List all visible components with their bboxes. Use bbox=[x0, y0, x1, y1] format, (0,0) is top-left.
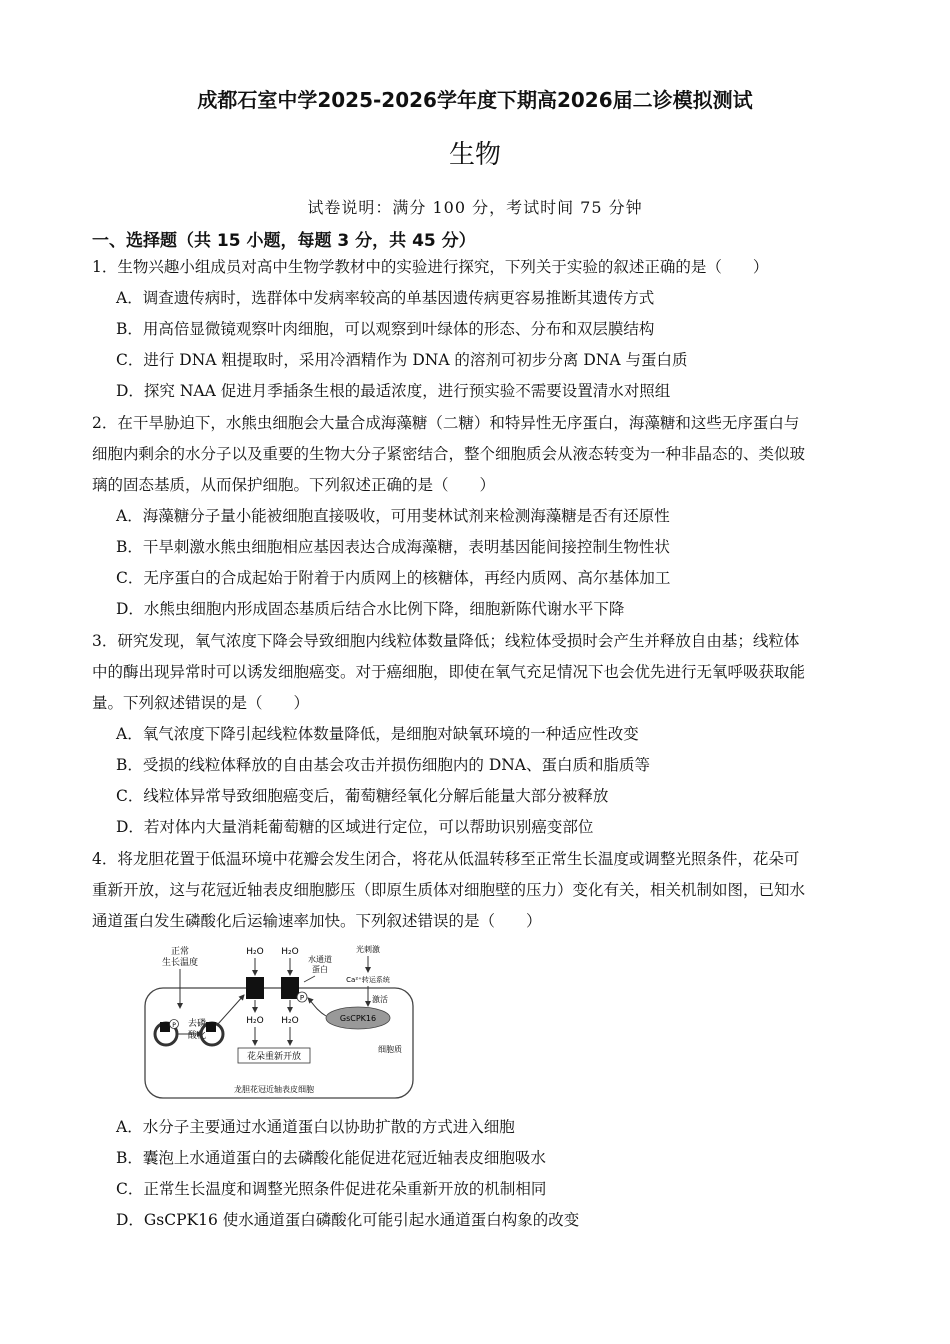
question-2 bbox=[92, 408, 862, 625]
option-a: A．氧气浓度下降引起线粒体数量降低，是细胞对缺氧环境的一种适应性改变 bbox=[116, 725, 639, 743]
question-stem: 3．研究发现，氧气浓度下降会导致细胞内线粒体数量降低；线粒体受损时会产生并释放自由基；线粒体 bbox=[92, 632, 800, 650]
cell-label: 龙胆花冠近轴表皮细胞 bbox=[234, 1085, 314, 1094]
light-label: 光刺激 bbox=[356, 945, 380, 954]
option-a: A．调查遗传病时，选群体中发病率较高的单基因遗传病更容易推断其遗传方式 bbox=[116, 289, 655, 307]
subject-title: 生物 bbox=[448, 140, 501, 170]
option-a: A．水分子主要通过水通道蛋白以协助扩散的方式进入细胞 bbox=[116, 1118, 515, 1136]
question-4-options bbox=[92, 1112, 862, 1236]
activate-label: 激活 bbox=[372, 995, 388, 1004]
cytoplasm-label: 细胞质 bbox=[378, 1045, 402, 1054]
h2o-label: H₂O bbox=[281, 947, 299, 957]
option-a: A．海藻糖分子量小能被细胞直接吸收，可用斐林试剂来检测海藻糖是否有还原性 bbox=[116, 507, 670, 525]
option-c: C．无序蛋白的合成起始于附着于内质网上的核糖体，再经内质网、高尔基体加工 bbox=[116, 569, 671, 587]
option-d: D．水熊虫细胞内形成固态基质后结合水比例下降，细胞新陈代谢水平下降 bbox=[116, 600, 625, 618]
question-stem: 细胞内剩余的水分子以及重要的生物大分子紧密结合，整个细胞质会从液态转变为一种非晶态的、类似玻 bbox=[92, 445, 806, 463]
question-stem: 中的酶出现异常时可以诱发细胞癌变。对于癌细胞，即使在氧气充足情况下也会优先进行无氧呼吸获取能 bbox=[92, 663, 806, 681]
kinase-label: GsCPK16 bbox=[339, 1014, 377, 1023]
h2o-label: H₂O bbox=[281, 1016, 299, 1026]
question-3 bbox=[92, 626, 862, 843]
question-stem: 重新开放，这与花冠近轴表皮细胞膨压（即原生质体对细胞壁的压力）变化有关，相关机制如图，已知水 bbox=[92, 881, 806, 899]
h2o-label: H₂O bbox=[246, 947, 264, 957]
section-heading: 一、选择题（共 15 小题，每题 3 分，共 45 分） bbox=[92, 231, 476, 251]
option-c: C．进行 DNA 粗提取时，采用冷酒精作为 DNA 的溶剂可初步分离 DNA 与蛋白质 bbox=[116, 351, 688, 369]
phosphate-label: P bbox=[299, 994, 305, 1002]
channel-label: 蛋白 bbox=[312, 965, 328, 974]
option-d: D．若对体内大量消耗葡萄糖的区域进行定位，可以帮助识别癌变部位 bbox=[116, 818, 594, 836]
question-stem: 1．生物兴趣小组成员对高中生物学教材中的实验进行探究，下列关于实验的叙述正确的是（ ） bbox=[92, 258, 769, 276]
reopen-label: 花朵重新开放 bbox=[246, 1052, 302, 1062]
ca-label: Ca²⁺转运系统 bbox=[346, 976, 390, 984]
dephos-label: 去磷 bbox=[188, 1019, 207, 1029]
dephos-label: 酸化 bbox=[188, 1031, 207, 1041]
question-1 bbox=[92, 252, 862, 407]
option-d: D．GsCPK16 使水通道蛋白磷酸化可能引起水通道蛋白构象的改变 bbox=[116, 1211, 580, 1229]
normal-temp-label: 正常 bbox=[170, 947, 190, 957]
option-c: C．线粒体异常导致细胞癌变后，葡萄糖经氧化分解后能量大部分被释放 bbox=[116, 787, 609, 805]
question-stem: 2．在干旱胁迫下，水熊虫细胞会大量合成海藻糖（二糖）和特异性无序蛋白，海藻糖和这些无序蛋白与 bbox=[92, 414, 800, 432]
option-b: B．用高倍显微镜观察叶肉细胞，可以观察到叶绿体的形态、分布和双层膜结构 bbox=[116, 320, 655, 338]
question-stem: 4．将龙胆花置于低温环境中花瓣会发生闭合，将花从低温转移至正常生长温度或调整光照条件，花朵可 bbox=[92, 850, 800, 868]
option-d: D．探究 NAA 促进月季插条生根的最适浓度，进行预实验不需要设置清水对照组 bbox=[116, 382, 671, 400]
question-4 bbox=[92, 844, 862, 937]
option-c: C．正常生长温度和调整光照条件促进花朵重新开放的机制相同 bbox=[116, 1180, 547, 1198]
question-stem: 璃的固态基质，从而保护细胞。下列叙述正确的是（ ） bbox=[92, 476, 496, 494]
question-stem: 通道蛋白发生磷酸化后运输速率加快。下列叙述错误的是（ ） bbox=[92, 912, 542, 930]
water-channel-protein bbox=[281, 977, 299, 999]
option-b: B．干旱刺激水熊虫细胞相应基因表达合成海藻糖，表明基因能间接控制生物性状 bbox=[116, 538, 670, 556]
question-stem: 量。下列叙述错误的是（ ） bbox=[92, 694, 310, 712]
option-b: B．囊泡上水通道蛋白的去磷酸化能促进花冠近轴表皮细胞吸水 bbox=[116, 1149, 546, 1167]
normal-temp-label: 生长温度 bbox=[161, 958, 199, 968]
option-b: B．受损的线粒体释放的自由基会攻击并损伤细胞内的 DNA、蛋白质和脂质等 bbox=[116, 756, 651, 774]
water-channel-protein bbox=[246, 977, 264, 999]
channel-label: 水通道 bbox=[308, 955, 332, 964]
mechanism-diagram bbox=[140, 940, 420, 1105]
h2o-label: H₂O bbox=[246, 1016, 264, 1026]
cell-membrane bbox=[145, 988, 413, 1098]
exam-title: 成都石室中学2025-2026学年度下期高2026届二诊模拟测试 bbox=[197, 88, 753, 112]
phosphate-label: P bbox=[172, 1022, 176, 1029]
exam-notice: 试卷说明：满分 100 分，考试时间 75 分钟 bbox=[307, 198, 643, 217]
